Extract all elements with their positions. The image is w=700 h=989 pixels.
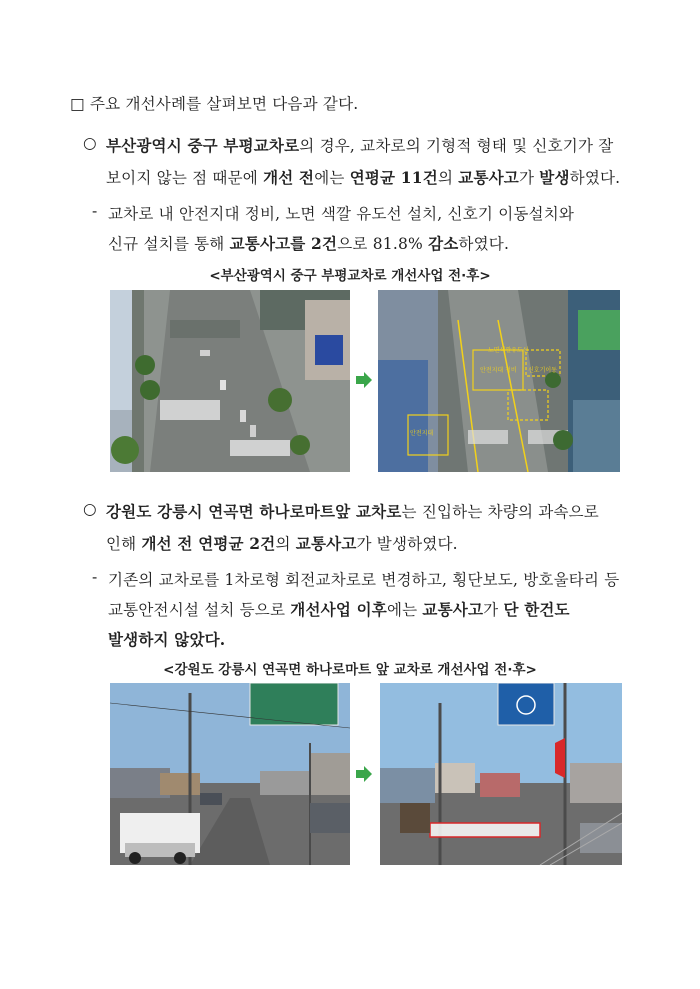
case2-line1 — [106, 500, 599, 522]
text-segment: 개선 전 연평균 2건 — [141, 534, 276, 553]
text-segment: 가 — [518, 169, 540, 187]
text-segment: 교통사고 — [295, 534, 357, 553]
text-segment: 연평균 11건 — [349, 168, 438, 187]
right-arrow-icon — [356, 766, 372, 782]
case2-sub-line3 — [108, 628, 225, 650]
text-segment: 신규 설치를 통해 — [108, 235, 230, 253]
text-segment: 인해 — [106, 535, 142, 553]
text-segment: 발생하지 않았다. — [108, 630, 226, 649]
text-segment: 하였다. — [458, 235, 510, 253]
case1-after-photo — [378, 290, 620, 472]
after-label-safety-zone-2: 안전지대 — [410, 430, 434, 437]
case1-sub-line1 — [108, 202, 574, 224]
case1-caption: <부산광역시 중구 부평교차로 개선사업 전·후> — [209, 268, 491, 284]
case1-line1 — [106, 134, 613, 156]
case2-sub-line2 — [108, 598, 570, 620]
text-segment: 감소 — [428, 234, 459, 253]
text-segment: 교통안전시설 설치 등으로 — [108, 601, 291, 619]
case1-bullet: ○ — [83, 134, 97, 152]
text-segment: 개선 전 — [263, 168, 315, 187]
text-segment: 하였다. — [569, 169, 621, 187]
text-segment: 교통사고 — [422, 600, 484, 619]
text-segment: 에는 — [386, 601, 423, 619]
case1-sub-line2 — [108, 232, 509, 254]
text-segment: 교차로 내 안전지대 정비, 노면 색깔 유도선 설치, 신호기 이동설치와 — [108, 205, 575, 223]
case2-after-photo — [380, 683, 622, 865]
case1-before-photo — [110, 290, 350, 472]
after-label-signal-move: 신호기이동 — [528, 367, 557, 374]
text-segment: 으로 81.8% — [337, 235, 429, 253]
text-segment: 개선사업 이후 — [290, 600, 387, 619]
text-segment: 기존의 교차로를 1차로형 회전교차로로 변경하고, 횡단보도, 방호울타리 등 — [108, 571, 620, 589]
right-arrow-icon — [356, 372, 372, 388]
case2-before-photo — [110, 683, 350, 865]
text-segment: 강원도 강릉시 연곡면 하나로마트앞 교차로 — [106, 502, 402, 521]
text-segment: 의 — [437, 169, 459, 187]
after-label-guideline: 노면색깔유도선 — [488, 347, 529, 354]
case2-caption: <강원도 강릉시 연곡면 하나로마트 앞 교차로 개선사업 전·후> — [163, 662, 537, 678]
case2-sub-dash: - — [92, 568, 98, 586]
case2-bullet: ○ — [83, 500, 97, 518]
text-segment: 단 한건도 — [503, 600, 570, 619]
text-segment: 가 발생하였다. — [356, 535, 458, 553]
text-segment: 가 — [483, 601, 504, 619]
intro-heading: □ 주요 개선사례를 살펴보면 다음과 같다. — [70, 95, 359, 113]
case1-line2 — [106, 166, 620, 188]
text-segment: 에는 — [314, 169, 350, 187]
after-label-safety-zone: 안전지대 정비 — [480, 367, 517, 374]
text-segment: 보이지 않는 점 때문에 — [106, 169, 264, 187]
text-segment: 교통사고 — [458, 168, 519, 187]
text-segment: 의 — [275, 535, 296, 553]
text-segment: 는 진입하는 차량의 과속으로 — [401, 503, 599, 521]
text-segment: 부산광역시 중구 부평교차로 — [106, 136, 300, 155]
case2-sub-line1 — [108, 568, 619, 590]
case1-sub-dash: - — [92, 202, 98, 220]
text-segment: 의 경우, 교차로의 기형적 형태 및 신호기가 잘 — [299, 137, 614, 155]
case2-line2 — [106, 532, 458, 554]
text-segment: 발생 — [539, 168, 570, 187]
text-segment: 교통사고를 2건 — [229, 234, 338, 253]
